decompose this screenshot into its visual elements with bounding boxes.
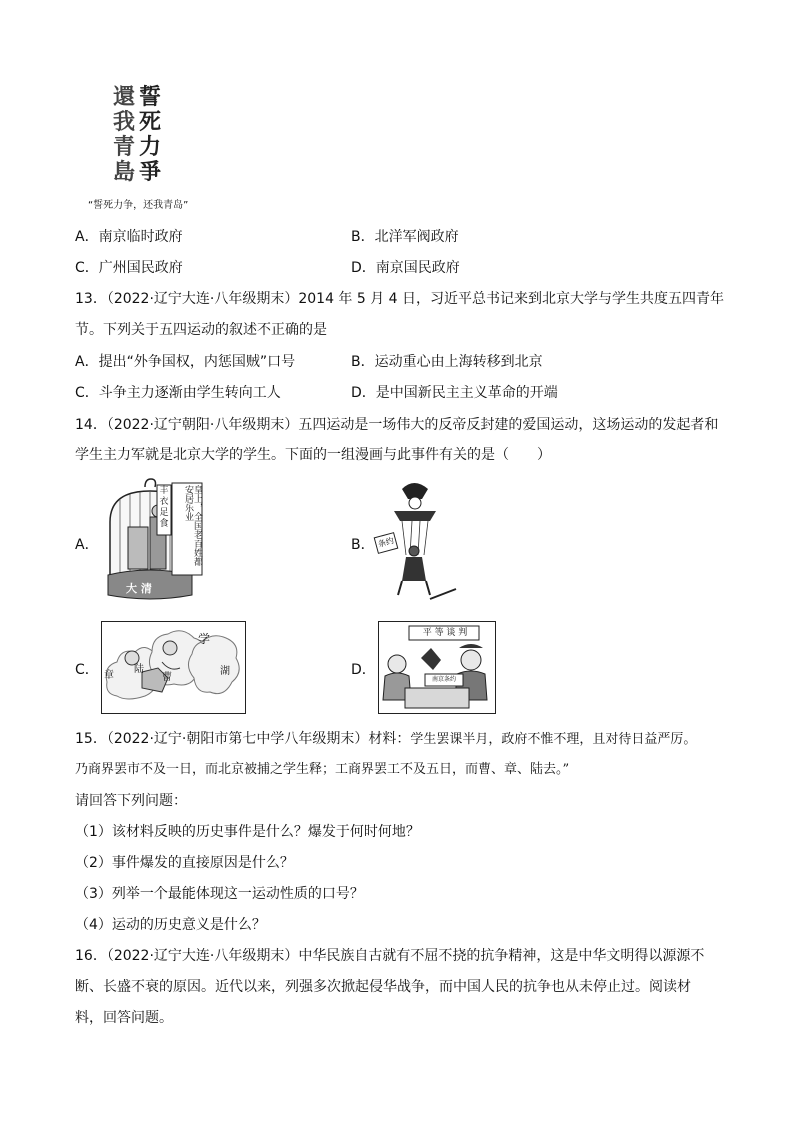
tag-lu: 陆 bbox=[134, 664, 144, 675]
q12-option-a[interactable]: A．南京临时政府 bbox=[75, 229, 183, 245]
q15-prompt: 请回答下列问题： bbox=[75, 793, 187, 809]
q14-stem-line1: 14．（2022·辽宁朝阳·八年级期末）五四运动是一场伟大的反帝反封建的爱国运动，这场运动的发起者和 bbox=[75, 417, 719, 433]
q16-stem-line3: 料，回答问题。 bbox=[75, 1010, 173, 1026]
q13-option-d[interactable]: D．是中国新民主主义革命的开端 bbox=[351, 385, 558, 401]
q15-stem-line1: 15．（2022·辽宁·朝阳市第七中学八年级期末）材料：学生罢课半月，政府不惟不理，且对待日益严厉。 bbox=[75, 731, 697, 747]
treaty-paper-text: 南京条约 bbox=[431, 676, 456, 683]
treaty-banner-text: 平 等 谈 判 bbox=[422, 628, 468, 638]
q14-option-c[interactable]: C． bbox=[75, 662, 99, 678]
q13-stem-line1: 13．（2022·辽宁大连·八年级期末）2014 年 5 月 4 日，习近平总书记来到北京大学与学生共度五四青年 bbox=[75, 291, 725, 307]
q12-option-b[interactable]: B．北洋军阀政府 bbox=[351, 229, 459, 245]
traitors-cartoon bbox=[101, 621, 246, 714]
calligraphy-right-column: 誓死力爭 bbox=[138, 84, 161, 185]
q14-option-d[interactable]: D． bbox=[351, 662, 376, 678]
q12-option-c[interactable]: C．广州国民政府 bbox=[75, 260, 183, 276]
q13-option-a[interactable]: A．提出“外争国权，内惩国贼”口号 bbox=[75, 354, 296, 370]
q15-stem-line2: 乃商界罢市不及一日，而北京被捕之学生释；工商界罢工不及五日，而曹、章、陆去。” bbox=[75, 762, 570, 777]
q15-question-3: （3）列举一个最能体现这一运动性质的口号？ bbox=[75, 886, 364, 902]
q14-option-b[interactable]: B． bbox=[351, 537, 375, 553]
puppet-cartoon bbox=[372, 477, 462, 605]
cage-cartoon bbox=[100, 477, 220, 605]
q13-option-b[interactable]: B．运动重心由上海转移到北京 bbox=[351, 354, 543, 370]
speech-right: 皇上，全国老百姓都安居乐业 bbox=[183, 485, 202, 566]
tag-xue: 学 bbox=[198, 632, 211, 646]
q14-option-a[interactable]: A． bbox=[75, 537, 99, 553]
q12-option-d[interactable]: D．南京国民政府 bbox=[351, 260, 460, 276]
q14-stem-line2: 学生主力军就是北京大学的学生。下面的一组漫画与此事件有关的是（ ） bbox=[75, 447, 551, 463]
q16-stem-line2: 断、长盛不衰的原因。近代以来，列强多次掀起侵华战争，而中国人民的抗争也从未停止过。阅读材 bbox=[75, 979, 691, 995]
q13-stem-line2: 节。下列关于五四运动的叙述不正确的是 bbox=[75, 322, 327, 338]
q15-question-1: （1）该材料反映的历史事件是什么？爆发于何时何地？ bbox=[75, 824, 420, 840]
cage-base-text: 大 清 bbox=[126, 582, 152, 595]
calligraphy-left-column: 還我青島 bbox=[112, 84, 135, 185]
q15-question-2: （2）事件爆发的直接原因是什么？ bbox=[75, 855, 294, 871]
tag-zhang: 章 bbox=[104, 670, 114, 681]
speech-left: 丰衣足食 bbox=[159, 486, 169, 529]
image-caption: “誓死力争，还我青岛” bbox=[88, 200, 189, 211]
puppet-sign-text: 条约 bbox=[377, 536, 395, 549]
tag-cao: 曹 bbox=[162, 672, 172, 683]
treaty-table-cartoon bbox=[378, 621, 496, 714]
q13-option-c[interactable]: C．斗争主力逐渐由学生转向工人 bbox=[75, 385, 281, 401]
q16-stem-line1: 16．（2022·辽宁大连·八年级期末）中华民族自古就有不屈不挠的抗争精神，这是中华文明得以源源不 bbox=[75, 948, 705, 964]
q15-question-4: （4）运动的历史意义是什么？ bbox=[75, 917, 266, 933]
tag-hu: 湖 bbox=[220, 666, 230, 677]
